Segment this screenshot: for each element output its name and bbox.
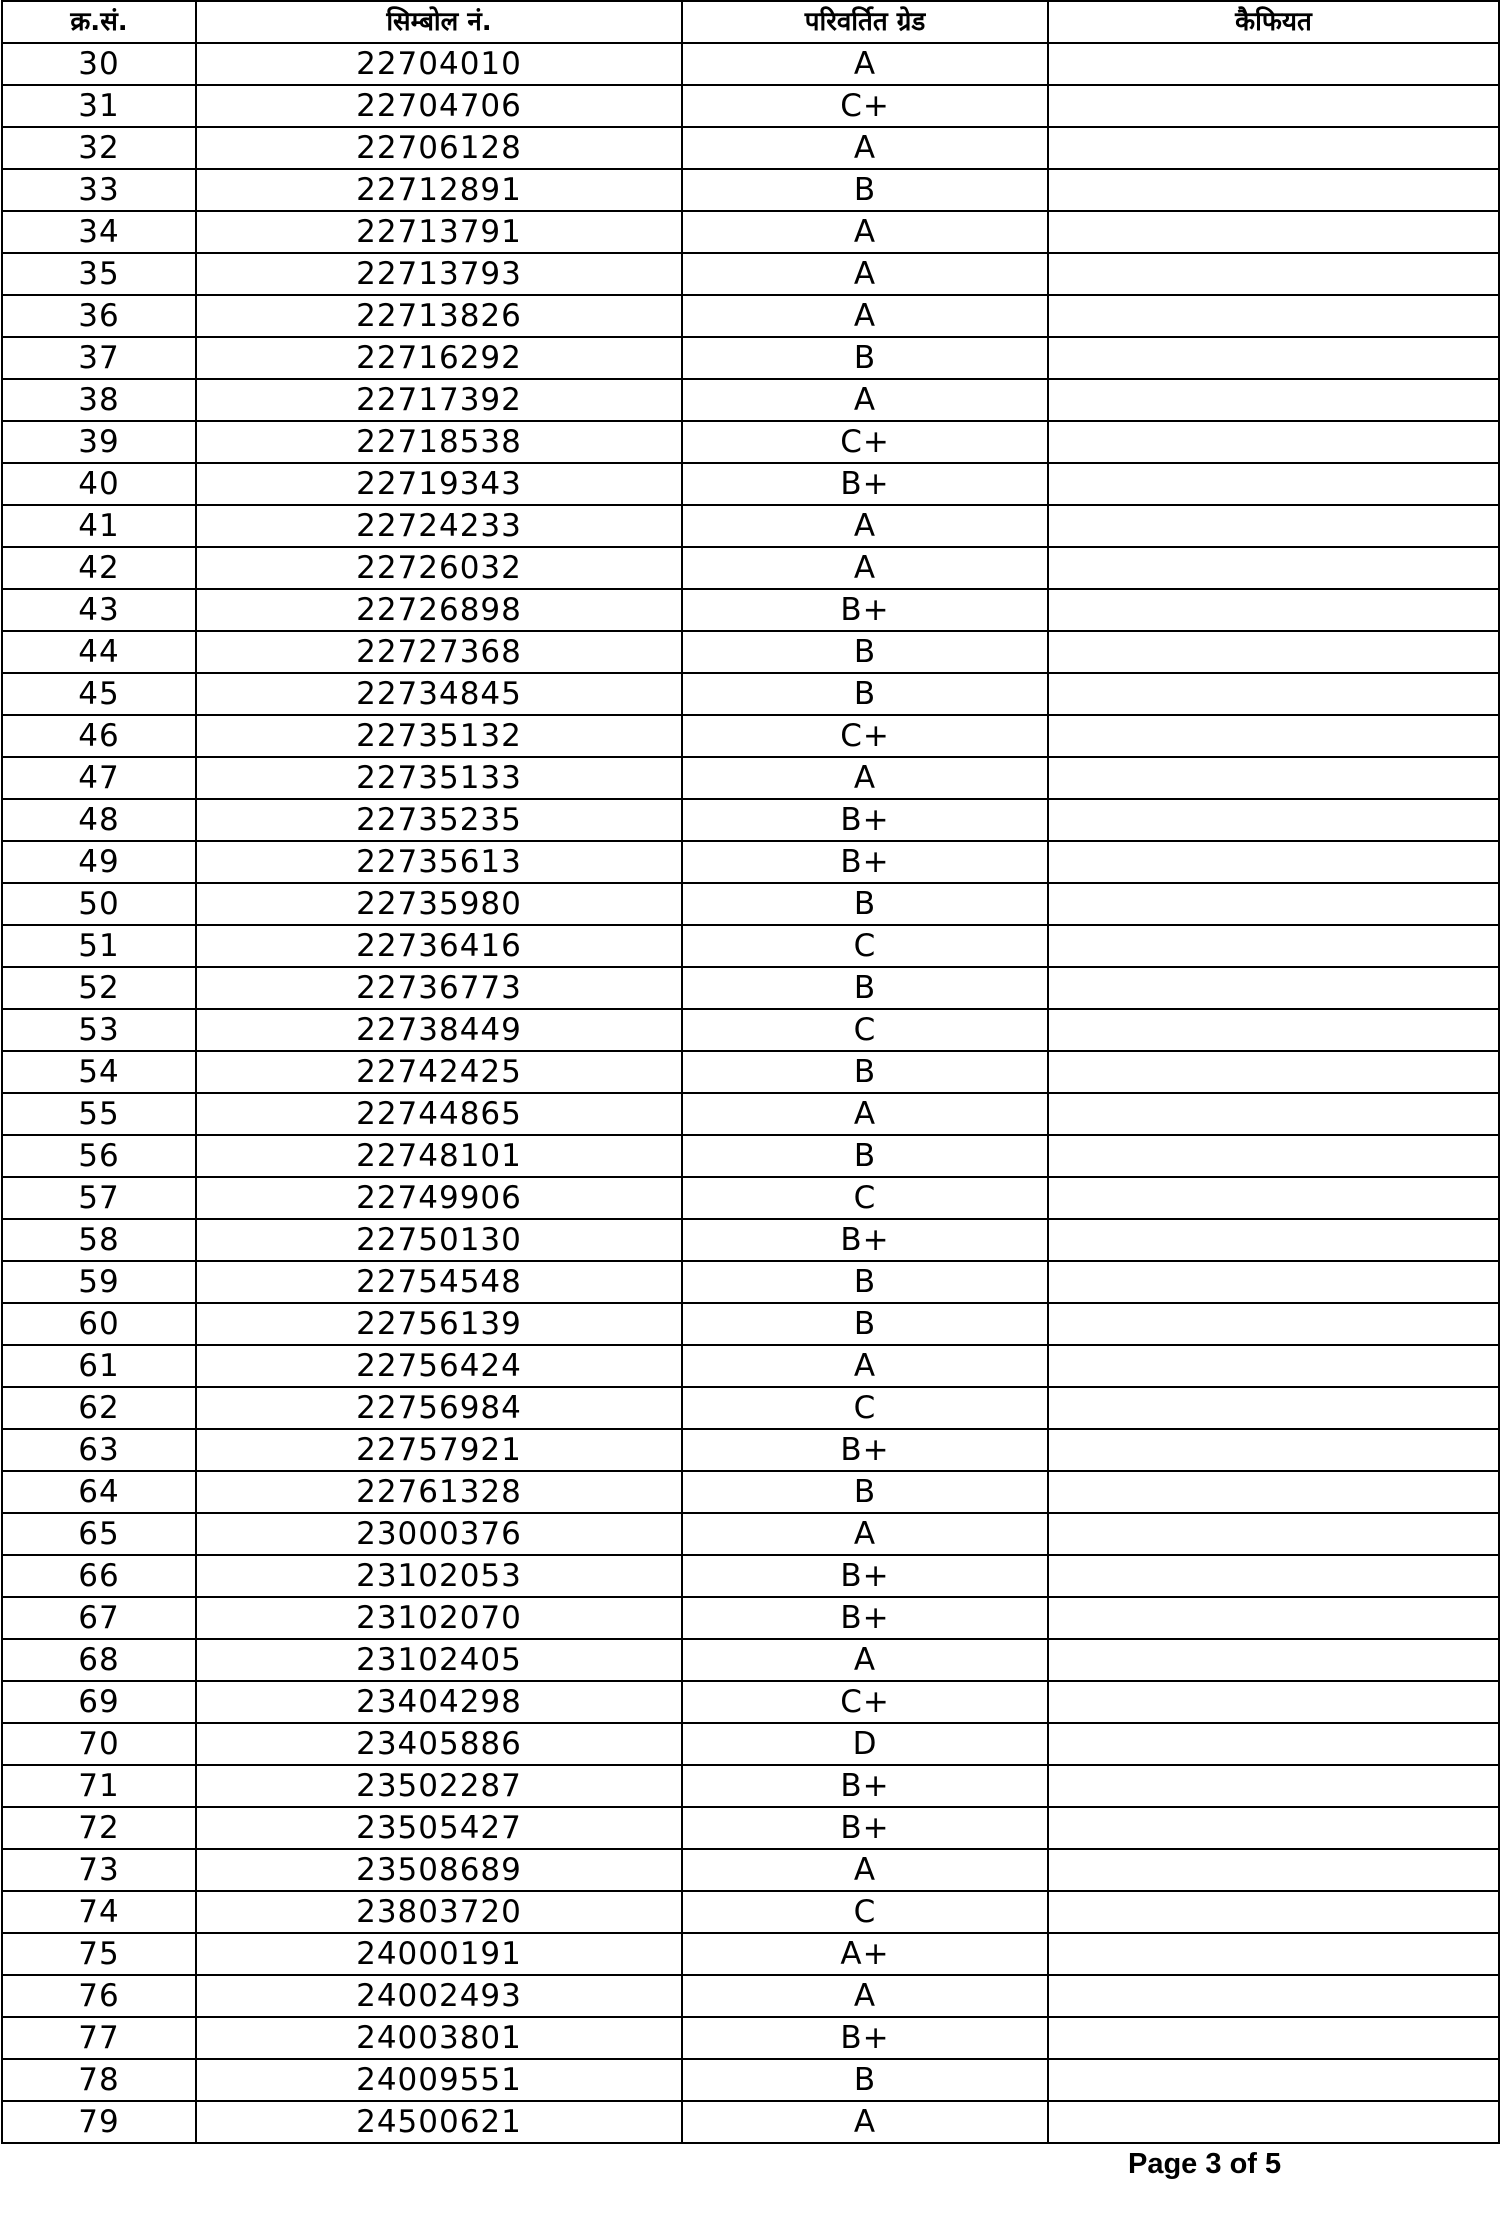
remarks-cell	[1048, 421, 1499, 463]
remarks-cell	[1048, 1555, 1499, 1597]
changed-grade-cell: B+	[682, 589, 1048, 631]
table-row	[2, 1765, 1499, 1807]
symbol-number-cell: 22735235	[196, 799, 682, 841]
table-row	[2, 2101, 1499, 2143]
serial-number-cell: 65	[2, 1513, 196, 1555]
changed-grade-cell: B	[682, 883, 1048, 925]
page-word: Page	[1128, 2148, 1198, 2180]
remarks-cell	[1048, 1345, 1499, 1387]
symbol-number-cell: 24000191	[196, 1933, 682, 1975]
symbol-number-cell: 24500621	[196, 2101, 682, 2143]
remarks-cell	[1048, 1051, 1499, 1093]
changed-grade-cell: A	[682, 757, 1048, 799]
remarks-cell	[1048, 1387, 1499, 1429]
table-row	[2, 169, 1499, 211]
remarks-cell	[1048, 1135, 1499, 1177]
symbol-number-cell: 22704706	[196, 85, 682, 127]
table-row	[2, 967, 1499, 1009]
symbol-number-cell: 22735613	[196, 841, 682, 883]
remarks-cell	[1048, 1849, 1499, 1891]
total-pages-number: 5	[1265, 2148, 1282, 2180]
table-row	[2, 463, 1499, 505]
serial-number-cell: 53	[2, 1009, 196, 1051]
changed-grade-cell: C	[682, 1387, 1048, 1429]
serial-number-cell: 60	[2, 1303, 196, 1345]
symbol-number-cell: 22736773	[196, 967, 682, 1009]
symbol-number-cell: 22757921	[196, 1429, 682, 1471]
symbol-number-cell: 23102070	[196, 1597, 682, 1639]
changed-grade-cell: B	[682, 1261, 1048, 1303]
of-word: of	[1229, 2148, 1257, 2180]
symbol-number-cell: 22735980	[196, 883, 682, 925]
table-row	[2, 1345, 1499, 1387]
table-row	[2, 1387, 1499, 1429]
remarks-cell	[1048, 2101, 1499, 2143]
remarks-cell	[1048, 1681, 1499, 1723]
grade-change-table	[1, 0, 1500, 2144]
changed-grade-cell: B	[682, 1135, 1048, 1177]
table-row	[2, 337, 1499, 379]
remarks-cell	[1048, 211, 1499, 253]
changed-grade-cell: C	[682, 925, 1048, 967]
serial-number-cell: 78	[2, 2059, 196, 2101]
remarks-cell	[1048, 2017, 1499, 2059]
changed-grade-cell: A	[682, 1345, 1048, 1387]
remarks-cell	[1048, 589, 1499, 631]
serial-number-cell: 55	[2, 1093, 196, 1135]
changed-grade-cell: B	[682, 673, 1048, 715]
changed-grade-cell: B	[682, 337, 1048, 379]
symbol-number-cell: 22718538	[196, 421, 682, 463]
remarks-cell	[1048, 547, 1499, 589]
serial-number-cell: 41	[2, 505, 196, 547]
changed-grade-cell: C	[682, 1891, 1048, 1933]
table-row	[2, 547, 1499, 589]
table-row	[2, 1807, 1499, 1849]
table-row	[2, 1555, 1499, 1597]
changed-grade-cell: B	[682, 169, 1048, 211]
table-row	[2, 1051, 1499, 1093]
symbol-number-cell: 22735133	[196, 757, 682, 799]
symbol-number-cell: 22713791	[196, 211, 682, 253]
header-changed-grade: परिवर्तित ग्रेड	[682, 1, 1048, 43]
symbol-number-cell: 24003801	[196, 2017, 682, 2059]
symbol-number-cell: 22735132	[196, 715, 682, 757]
serial-number-cell: 30	[2, 43, 196, 85]
table-row	[2, 757, 1499, 799]
serial-number-cell: 54	[2, 1051, 196, 1093]
header-symbol-number: सिम्बोल नं.	[196, 1, 682, 43]
serial-number-cell: 64	[2, 1471, 196, 1513]
remarks-cell	[1048, 925, 1499, 967]
changed-grade-cell: B+	[682, 2017, 1048, 2059]
serial-number-cell: 56	[2, 1135, 196, 1177]
remarks-cell	[1048, 1429, 1499, 1471]
symbol-number-cell: 23508689	[196, 1849, 682, 1891]
symbol-number-cell: 22726032	[196, 547, 682, 589]
changed-grade-cell: A	[682, 43, 1048, 85]
symbol-number-cell: 22724233	[196, 505, 682, 547]
serial-number-cell: 31	[2, 85, 196, 127]
changed-grade-cell: A	[682, 1849, 1048, 1891]
serial-number-cell: 72	[2, 1807, 196, 1849]
serial-number-cell: 61	[2, 1345, 196, 1387]
remarks-cell	[1048, 463, 1499, 505]
table-row	[2, 505, 1499, 547]
serial-number-cell: 49	[2, 841, 196, 883]
remarks-cell	[1048, 1009, 1499, 1051]
remarks-cell	[1048, 1177, 1499, 1219]
serial-number-cell: 57	[2, 1177, 196, 1219]
symbol-number-cell: 22719343	[196, 463, 682, 505]
remarks-cell	[1048, 673, 1499, 715]
serial-number-cell: 36	[2, 295, 196, 337]
changed-grade-cell: A	[682, 547, 1048, 589]
changed-grade-cell: A	[682, 127, 1048, 169]
table-body	[2, 43, 1499, 2143]
changed-grade-cell: B+	[682, 463, 1048, 505]
table-row	[2, 1597, 1499, 1639]
changed-grade-cell: C	[682, 1177, 1048, 1219]
symbol-number-cell: 22756984	[196, 1387, 682, 1429]
serial-number-cell: 76	[2, 1975, 196, 2017]
table-row	[2, 1723, 1499, 1765]
symbol-number-cell: 22734845	[196, 673, 682, 715]
table-row	[2, 1219, 1499, 1261]
table-row	[2, 85, 1499, 127]
serial-number-cell: 52	[2, 967, 196, 1009]
serial-number-cell: 47	[2, 757, 196, 799]
changed-grade-cell: C+	[682, 85, 1048, 127]
remarks-cell	[1048, 1807, 1499, 1849]
serial-number-cell: 37	[2, 337, 196, 379]
serial-number-cell: 58	[2, 1219, 196, 1261]
table-row	[2, 631, 1499, 673]
symbol-number-cell: 23502287	[196, 1765, 682, 1807]
symbol-number-cell: 22713826	[196, 295, 682, 337]
symbol-number-cell: 22761328	[196, 1471, 682, 1513]
serial-number-cell: 32	[2, 127, 196, 169]
serial-number-cell: 77	[2, 2017, 196, 2059]
table-row	[2, 925, 1499, 967]
symbol-number-cell: 22717392	[196, 379, 682, 421]
remarks-cell	[1048, 1303, 1499, 1345]
remarks-cell	[1048, 127, 1499, 169]
changed-grade-cell: B+	[682, 1765, 1048, 1807]
table-row	[2, 253, 1499, 295]
changed-grade-cell: C+	[682, 421, 1048, 463]
serial-number-cell: 40	[2, 463, 196, 505]
table-row	[2, 43, 1499, 85]
serial-number-cell: 69	[2, 1681, 196, 1723]
table-row	[2, 379, 1499, 421]
table-row	[2, 883, 1499, 925]
remarks-cell	[1048, 631, 1499, 673]
remarks-cell	[1048, 1261, 1499, 1303]
table-row	[2, 715, 1499, 757]
changed-grade-cell: A	[682, 505, 1048, 547]
serial-number-cell: 38	[2, 379, 196, 421]
changed-grade-cell: B+	[682, 1555, 1048, 1597]
symbol-number-cell: 22748101	[196, 1135, 682, 1177]
remarks-cell	[1048, 757, 1499, 799]
current-page-number: 3	[1205, 2148, 1222, 2180]
remarks-cell	[1048, 1891, 1499, 1933]
serial-number-cell: 66	[2, 1555, 196, 1597]
symbol-number-cell: 23102405	[196, 1639, 682, 1681]
table-row	[2, 1513, 1499, 1555]
serial-number-cell: 35	[2, 253, 196, 295]
symbol-number-cell: 22744865	[196, 1093, 682, 1135]
table-row	[2, 127, 1499, 169]
symbol-number-cell: 23505427	[196, 1807, 682, 1849]
changed-grade-cell: A	[682, 1513, 1048, 1555]
table-row	[2, 1429, 1499, 1471]
serial-number-cell: 51	[2, 925, 196, 967]
remarks-cell	[1048, 883, 1499, 925]
table-row	[2, 1261, 1499, 1303]
table-row	[2, 2017, 1499, 2059]
serial-number-cell: 44	[2, 631, 196, 673]
remarks-cell	[1048, 253, 1499, 295]
serial-number-cell: 45	[2, 673, 196, 715]
remarks-cell	[1048, 1219, 1499, 1261]
changed-grade-cell: C	[682, 1009, 1048, 1051]
remarks-cell	[1048, 505, 1499, 547]
remarks-cell	[1048, 1471, 1499, 1513]
serial-number-cell: 62	[2, 1387, 196, 1429]
symbol-number-cell: 22754548	[196, 1261, 682, 1303]
table-row	[2, 1639, 1499, 1681]
serial-number-cell: 33	[2, 169, 196, 211]
page-footer	[1128, 2148, 1281, 2181]
changed-grade-cell: B	[682, 1303, 1048, 1345]
table-row	[2, 841, 1499, 883]
changed-grade-cell: B+	[682, 799, 1048, 841]
remarks-cell	[1048, 1639, 1499, 1681]
header-serial-number: क्र.सं.	[2, 1, 196, 43]
table-row	[2, 799, 1499, 841]
serial-number-cell: 73	[2, 1849, 196, 1891]
table-row	[2, 1681, 1499, 1723]
remarks-cell	[1048, 841, 1499, 883]
symbol-number-cell: 22713793	[196, 253, 682, 295]
serial-number-cell: 46	[2, 715, 196, 757]
remarks-cell	[1048, 337, 1499, 379]
changed-grade-cell: A	[682, 211, 1048, 253]
remarks-cell	[1048, 1723, 1499, 1765]
changed-grade-cell: A	[682, 1639, 1048, 1681]
remarks-cell	[1048, 295, 1499, 337]
changed-grade-cell: B+	[682, 841, 1048, 883]
symbol-number-cell: 22750130	[196, 1219, 682, 1261]
symbol-number-cell: 22712891	[196, 169, 682, 211]
serial-number-cell: 34	[2, 211, 196, 253]
changed-grade-cell: D	[682, 1723, 1048, 1765]
serial-number-cell: 71	[2, 1765, 196, 1807]
changed-grade-cell: A	[682, 253, 1048, 295]
symbol-number-cell: 22742425	[196, 1051, 682, 1093]
remarks-cell	[1048, 1933, 1499, 1975]
symbol-number-cell: 23000376	[196, 1513, 682, 1555]
serial-number-cell: 74	[2, 1891, 196, 1933]
changed-grade-cell: B	[682, 967, 1048, 1009]
changed-grade-cell: B+	[682, 1219, 1048, 1261]
changed-grade-cell: B	[682, 2059, 1048, 2101]
changed-grade-cell: B	[682, 631, 1048, 673]
table-row	[2, 589, 1499, 631]
remarks-cell	[1048, 715, 1499, 757]
symbol-number-cell: 22727368	[196, 631, 682, 673]
serial-number-cell: 39	[2, 421, 196, 463]
changed-grade-cell: C+	[682, 715, 1048, 757]
symbol-number-cell: 23404298	[196, 1681, 682, 1723]
table-row	[2, 1303, 1499, 1345]
serial-number-cell: 68	[2, 1639, 196, 1681]
symbol-number-cell: 22749906	[196, 1177, 682, 1219]
serial-number-cell: 48	[2, 799, 196, 841]
table-row	[2, 673, 1499, 715]
remarks-cell	[1048, 43, 1499, 85]
table-row	[2, 1135, 1499, 1177]
serial-number-cell: 75	[2, 1933, 196, 1975]
serial-number-cell: 42	[2, 547, 196, 589]
symbol-number-cell: 22704010	[196, 43, 682, 85]
table-row	[2, 1849, 1499, 1891]
table-row	[2, 1009, 1499, 1051]
remarks-cell	[1048, 85, 1499, 127]
header-remarks: कैफियत	[1048, 1, 1499, 43]
remarks-cell	[1048, 169, 1499, 211]
changed-grade-cell: B+	[682, 1429, 1048, 1471]
serial-number-cell: 43	[2, 589, 196, 631]
remarks-cell	[1048, 967, 1499, 1009]
symbol-number-cell: 22726898	[196, 589, 682, 631]
changed-grade-cell: A+	[682, 1933, 1048, 1975]
table-row	[2, 421, 1499, 463]
table-row	[2, 1471, 1499, 1513]
symbol-number-cell: 23102053	[196, 1555, 682, 1597]
serial-number-cell: 79	[2, 2101, 196, 2143]
changed-grade-cell: A	[682, 295, 1048, 337]
remarks-cell	[1048, 1765, 1499, 1807]
symbol-number-cell: 22736416	[196, 925, 682, 967]
table-row	[2, 211, 1499, 253]
symbol-number-cell: 22706128	[196, 127, 682, 169]
changed-grade-cell: A	[682, 379, 1048, 421]
symbol-number-cell: 22738449	[196, 1009, 682, 1051]
serial-number-cell: 67	[2, 1597, 196, 1639]
serial-number-cell: 59	[2, 1261, 196, 1303]
table-row	[2, 1933, 1499, 1975]
changed-grade-cell: C+	[682, 1681, 1048, 1723]
serial-number-cell: 50	[2, 883, 196, 925]
table-row	[2, 1975, 1499, 2017]
symbol-number-cell: 22756424	[196, 1345, 682, 1387]
remarks-cell	[1048, 1597, 1499, 1639]
changed-grade-cell: A	[682, 2101, 1048, 2143]
table-row	[2, 295, 1499, 337]
header-row	[2, 1, 1499, 43]
symbol-number-cell: 22716292	[196, 337, 682, 379]
changed-grade-cell: B	[682, 1051, 1048, 1093]
serial-number-cell: 70	[2, 1723, 196, 1765]
table-header	[2, 1, 1499, 43]
symbol-number-cell: 24002493	[196, 1975, 682, 2017]
symbol-number-cell: 23405886	[196, 1723, 682, 1765]
remarks-cell	[1048, 799, 1499, 841]
remarks-cell	[1048, 1513, 1499, 1555]
serial-number-cell: 63	[2, 1429, 196, 1471]
remarks-cell	[1048, 2059, 1499, 2101]
table-row	[2, 1177, 1499, 1219]
changed-grade-cell: B+	[682, 1597, 1048, 1639]
symbol-number-cell: 23803720	[196, 1891, 682, 1933]
remarks-cell	[1048, 1975, 1499, 2017]
table-row	[2, 1891, 1499, 1933]
changed-grade-cell: A	[682, 1975, 1048, 2017]
changed-grade-cell: B+	[682, 1807, 1048, 1849]
remarks-cell	[1048, 1093, 1499, 1135]
changed-grade-cell: B	[682, 1471, 1048, 1513]
table-row	[2, 1093, 1499, 1135]
table-row	[2, 2059, 1499, 2101]
symbol-number-cell: 24009551	[196, 2059, 682, 2101]
symbol-number-cell: 22756139	[196, 1303, 682, 1345]
changed-grade-cell: A	[682, 1093, 1048, 1135]
remarks-cell	[1048, 379, 1499, 421]
